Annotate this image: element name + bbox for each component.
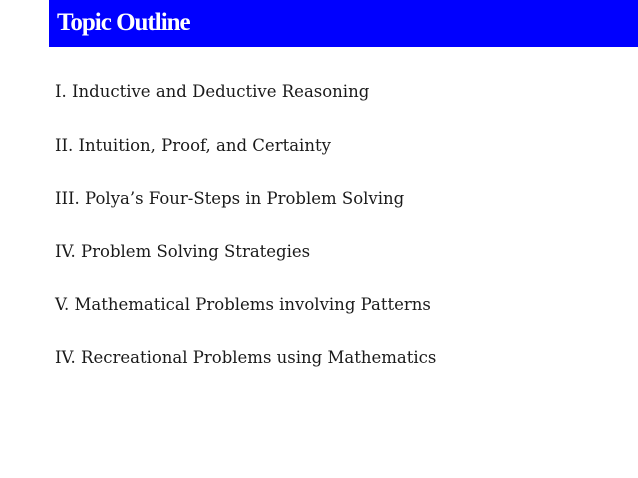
outline-item-patterns: V. Mathematical Problems involving Patterns [55,295,431,314]
outline-item-problem-solving-strategies: IV. Problem Solving Strategies [55,242,311,261]
outline-item-polya-four-steps: III. Polya’s Four-Steps in Problem Solving [55,189,405,208]
outline-item-recreational-problems: IV. Recreational Problems using Mathematics [55,348,437,367]
outline-item-intuition-proof: II. Intuition, Proof, and Certainty [55,136,331,155]
outline-item-inductive-deductive: I. Inductive and Deductive Reasoning [55,82,370,101]
title-bar [49,0,638,47]
slide-title: Topic Outline [57,9,190,36]
